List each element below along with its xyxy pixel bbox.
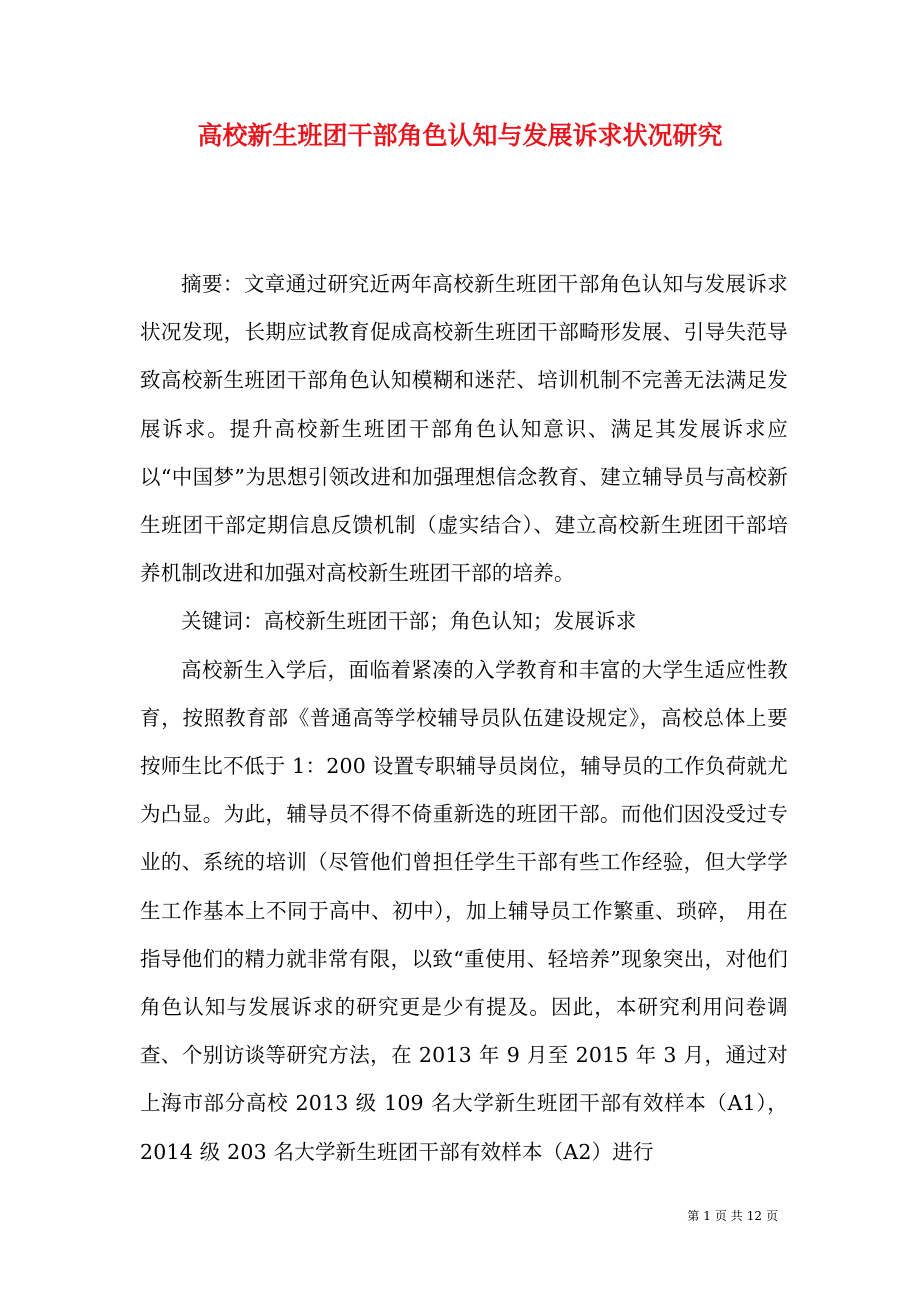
footer-prefix: 第 bbox=[687, 1209, 700, 1223]
footer-page-number: 1 bbox=[703, 1209, 711, 1223]
body-paragraph: 高校新生入学后，面临着紧凑的入学教育和丰富的大学生适应性教育，按照教育部《普通高等学校辅导员队伍建设规定》，高校总体上要按师生比不低于 1：200 设置专职辅导员岗位，辅导员的工作负荷就尤为凸显。为此，辅导员不得不倚重新选的班团干部。而他们因没受过专业的、系统的培训（尽管他们曾担任学生干部有些工作经验，但大学学生工作基本上不同于高中、初中），加上辅导员工作繁重、琐碎， 用在指导他们的精力就非常有限，以致“重使用、轻培养”现象突出，对他们角色认知与发展诉求的研究更是少有提及。因此，本研究利用问卷调查、个别访谈等研究方法，在 2013 年 9 月至 2015 年 3 月，通过对上海市部分高校 2013 级 109 名大学新生班团干部有效样本（A1），2014 级 203 名大学新生班团干部有效样本（A2）进行 bbox=[140, 657, 788, 1164]
page-footer bbox=[685, 1208, 780, 1224]
document-title: 高校新生班团干部角色认知与发展诉求状况研究 bbox=[197, 121, 723, 150]
footer-middle: 页 共 bbox=[714, 1209, 743, 1223]
footer-total-pages: 12 bbox=[746, 1209, 762, 1223]
abstract-paragraph: 摘要：文章通过研究近两年高校新生班团干部角色认知与发展诉求状况发现，长期应试教育促成高校新生班团干部畸形发展、引导失范导致高校新生班团干部角色认知模糊和迷茫、培训机制不完善无法满足发展诉求。提升高校新生班团干部角色认知意识、满足其发展诉求应以“中国梦”为思想引领改进和加强理想信念教育、建立辅导员与高校新生班团干部定期信息反馈机制（虚实结合）、建立高校新生班团干部培养机制改进和加强对高校新生班团干部的培养。 bbox=[140, 272, 788, 586]
document-body bbox=[140, 260, 788, 1176]
keywords-paragraph: 关键词：高校新生班团干部；角色认知；发展诉求 bbox=[181, 609, 637, 634]
footer-suffix: 页 bbox=[765, 1209, 778, 1223]
